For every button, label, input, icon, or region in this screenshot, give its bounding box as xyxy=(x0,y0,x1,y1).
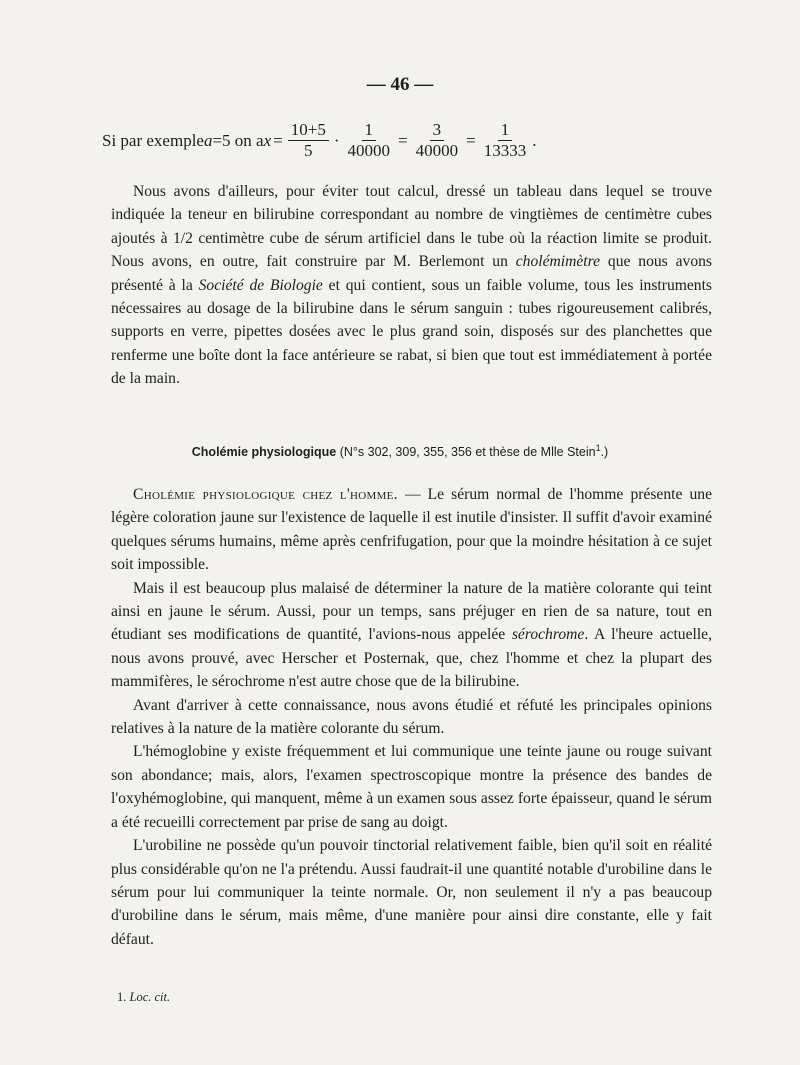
paragraph-opinions: Avant d'arriver à cette connaissance, nous avons étudié et réfuté les principales opinions relatives à la nature de la matière colorante du sérum. xyxy=(111,696,712,738)
italic-term: sérochrome xyxy=(511,626,585,644)
body-section-1 xyxy=(111,180,712,391)
small-caps-heading: Cholémie physiologique chez l'homme. xyxy=(133,486,398,503)
page-number: — 46 — xyxy=(366,74,434,95)
paragraph-text: Nous avons d'ailleurs, pour éviter tout calcul, dressé un tableau dans lequel se trouve indiquée la teneur en bilirubine correspondant au nombre de vingtièmes de centimètre cubes ajoutés à 1/2 centimètre cube de sérum artificiel dans le tube où la réaction limite se produit. Nous avons, en outre, fait construire par M. Berlemont un xyxy=(111,183,712,271)
italic-term: Société de Biologie xyxy=(198,276,323,294)
paragraph-urobiline: L'urobiline ne possède qu'un pouvoir tinctorial relativement faible, bien qu'il soit en réalité plus considérable qu'on ne l'a prétendu. Aussi faudrait-il une quantité notable d'urobiline dans le sérum pour lui communiquer la teinte normale. Or, non seulement il n'y a pas beaucoup d'urobiline dans le sérum, mais même, d'une manière pour ainsi dire constante, elle y fait défaut. xyxy=(111,837,712,948)
formula-line xyxy=(102,120,536,161)
section-heading-title: Cholémie physiologique xyxy=(191,445,337,460)
footnote-marker: 1 xyxy=(595,443,601,453)
formula-dot: · xyxy=(333,130,340,150)
italic-term: cholémimètre xyxy=(515,253,601,271)
paragraph-cholemie-homme xyxy=(111,483,712,577)
footnote-text: Loc. cit. xyxy=(129,990,171,1004)
section-heading xyxy=(0,443,800,459)
section-heading-refs: (N°s 302, 309, 355, 356 et thèse de Mlle Stein xyxy=(336,445,596,460)
footnote xyxy=(117,990,170,1005)
formula-equals-2: = xyxy=(398,130,408,150)
footnote-number: 1. xyxy=(117,990,130,1004)
paragraph-text: . A l'heure actuelle, nous avons prouvé, avec Herscher et Posternak, que, chez l'homme et chez la plupart des mammifères, le sérochrome n'est autre chose que de la bilirubine. xyxy=(111,626,712,691)
formula-var-x: x xyxy=(263,130,272,150)
fraction-3-numerator: 3 xyxy=(430,120,445,141)
formula-equals-3: = xyxy=(466,130,476,150)
formula-equals: = xyxy=(273,130,283,150)
paragraph-hemoglobine: L'hémoglobine y existe fréquemment et lui communique une teinte jaune ou rouge suivant son abondance; mais, alors, l'examen spectroscopique montre la présence des bandes de l'oxyhémoglobine, qui manquent, même à un examen sous assez forte épaisseur, quand le sérum a été recueilli correctement par prise de sang au doigt. xyxy=(111,743,712,831)
paragraph-text: — Le sérum normal de l'homme présente une légère coloration jaune sur l'existence de laquelle il est inutile d'insister. Il suffit d'avoir examiné quelques sérums humains, même après cenfrifugation, pour que la moindre hésitation à ce sujet soit impossible. xyxy=(111,486,712,574)
fraction-1 xyxy=(288,120,329,161)
formula-end: . xyxy=(532,130,537,150)
fraction-2 xyxy=(345,120,394,161)
fraction-2-numerator: 1 xyxy=(362,120,377,141)
fraction-4-numerator: 1 xyxy=(498,120,513,141)
fraction-1-denominator: 5 xyxy=(304,141,313,160)
body-section-2 xyxy=(111,483,712,951)
section-heading-end: .) xyxy=(600,445,609,460)
fraction-3 xyxy=(413,120,462,161)
paragraph-text: et qui contient, sous un faible volume, tous les instruments nécessaires au dosage de la bilirubine dans le sérum sanguin : tubes rigoureusement calibrés, supports en verre, pipettes dosées avec le plus grand soin, disposés sur des planchettes que renferme une boîte dont la face antérieure se rabat, si bien que tout est immédiatement à portée de la main. xyxy=(111,276,712,388)
paragraph-serochrome xyxy=(111,577,712,694)
fraction-4 xyxy=(481,120,530,161)
fraction-2-denominator: 40000 xyxy=(347,141,391,160)
paragraph-text: que nous avons présenté à la xyxy=(111,253,712,294)
paragraph-text: Mais il est beaucoup plus malaisé de déterminer la nature de la matière colorante qui teint ainsi en jaune le sérum. Aussi, pour un temps, sans préjuger en rien de sa nature, tout en étudiant ses modifications de quantité, l'avions-nous appelée xyxy=(111,579,712,644)
formula-prefix: Si par exemple xyxy=(102,130,204,150)
fraction-3-denominator: 40000 xyxy=(415,141,459,160)
paragraph-cholemimetre xyxy=(111,180,712,391)
fraction-1-numerator: 10+5 xyxy=(288,120,329,141)
formula-eq-a: =5 on a xyxy=(212,130,264,150)
fraction-4-denominator: 13333 xyxy=(483,141,527,160)
formula-var-a: a xyxy=(203,130,213,150)
